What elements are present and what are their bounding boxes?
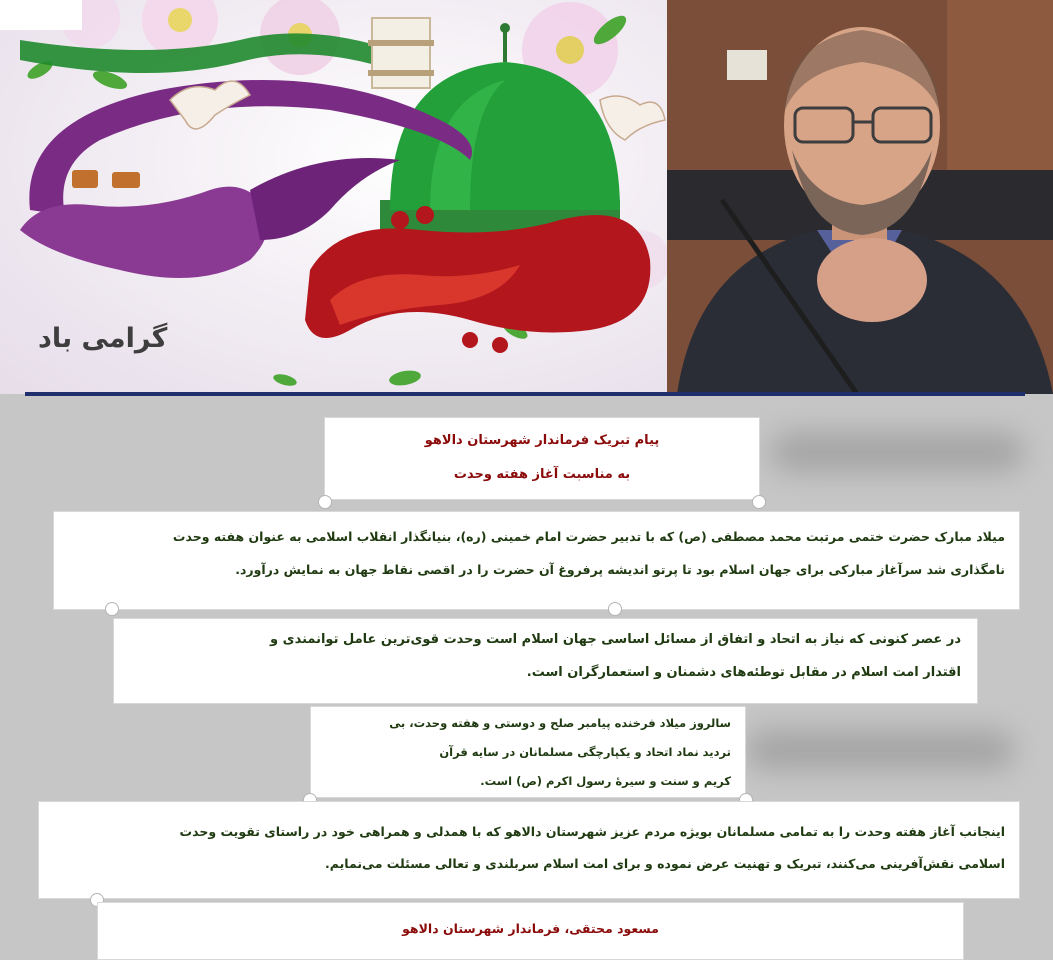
message-title-box [324,417,760,500]
paragraph-3-line-3: کریم و سنت و سیرهٔ رسول اکرم (ص) است. [480,774,731,788]
paragraph-1-line-1: میلاد مبارک حضرت ختمی مرتبت محمد مصطفی (ص) که با تدبیر حضرت امام خمینی (ره)، بنیانگذار انقلاب اسلامی به عنوان هفته وحدت [172,529,1005,544]
paragraph-4-line-1: اینجانب آغاز هفته وحدت را به تمامی مسلمانان بویژه مردم عزیز شهرستان دالاهو که با همدلی و همراهی خود در راستای تقویت وحدت [179,824,1005,839]
banner [0,0,1053,394]
paragraph-3-line-2: تردید نماد اتحاد و یکپارچگی مسلمانان در سایه قرآن [439,745,731,759]
shadow-decoration [745,730,1015,770]
shadow-decoration [770,432,1025,472]
message-title-line1: پیام تبریک فرماندار شهرستان دالاهو [424,433,660,448]
connector-dot [318,495,332,509]
connector-dot [608,602,622,616]
connector-dot [105,602,119,616]
paragraph-box-2 [113,618,978,704]
paragraph-3-line-1: سالروز میلاد فرخنده پیامبر صلح و دوستی و هفته وحدت، بی [389,716,731,730]
paragraph-box-3 [310,706,746,798]
signature-text: مسعود محتقی، فرماندار شهرستان دالاهو [402,921,659,936]
poster-caption: گرامی باد [38,323,168,354]
paragraph-2-line-1: در عصر کنونی که نیاز به اتحاد و اتفاق از مسائل اساسی جهان اسلام است وحدت قوی‌ترین عامل توانمندی و [270,632,961,647]
signature-box [97,902,964,960]
unity-week-poster [0,0,667,394]
paragraph-box-1 [53,511,1020,610]
portrait-image [667,0,1053,394]
corner-box [0,0,82,30]
message-title-line2: به مناسبت آغاز هفته وحدت [453,467,631,482]
minaret-icon [368,18,434,88]
paragraph-4-line-2: اسلامی نقش‌آفرینی می‌کنند، تبریک و تهنیت عرض نموده و برای امت اسلام سربلندی و تعالی مسئلت می‌نمایم. [325,856,1005,871]
connector-dot [752,495,766,509]
paragraph-1-line-2: نامگذاری شد سرآغاز مبارکی برای جهان اسلام بود تا پرتو اندیشه پرفروغ آن حضرت را در اقصی نقاط جهان به نمایش درآورد. [235,562,1005,577]
banner-divider [25,392,1025,396]
paragraph-box-4 [38,801,1020,899]
paragraph-2-line-2: اقتدار امت اسلام در مقابل توطئه‌های دشمنان و استعمارگران است. [526,665,961,680]
governor-photo [667,0,1053,394]
